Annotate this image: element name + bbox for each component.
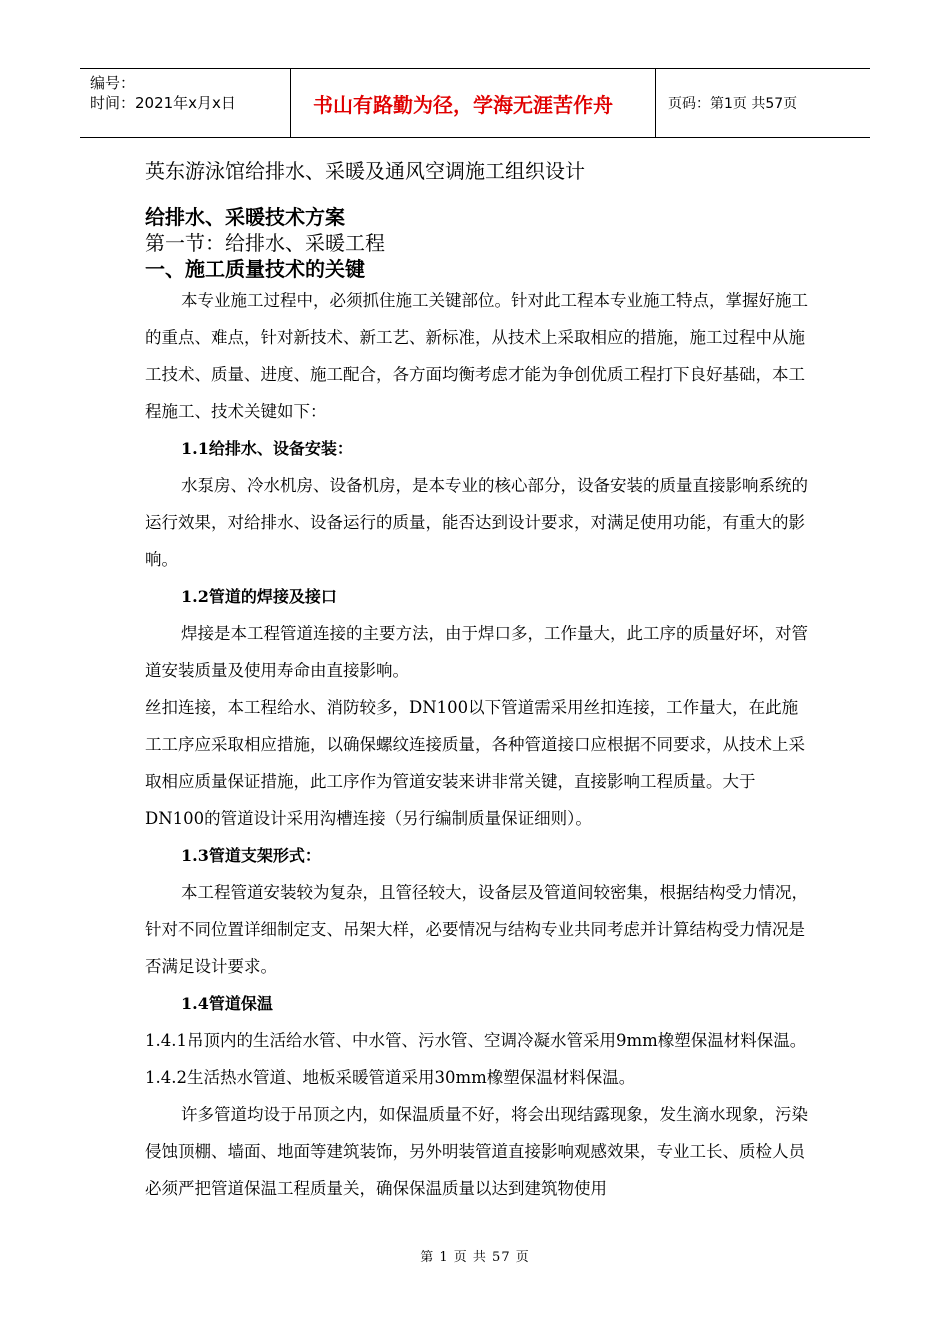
subsection-1-2-title: 1.2管道的焊接及接口 <box>181 587 337 606</box>
subsection-1-3-text: 本工程管道安装较为复杂，且管径较大，设备层及管道间较密集，根据结构受力情况，针对不同位置详细制定支、吊架大样，必要情况与结构专业共同考虑并计算结构受力情况是否满足设计要求。 <box>145 883 808 976</box>
subsection-1-3-title: 1.3管道支架形式： <box>181 846 321 865</box>
subsection-1-2-text-2: 丝扣连接，本工程给水、消防较多，DN100以下管道需采用丝扣连接，工作量大，在此施工工序应采取相应措施，以确保螺纹连接质量，各种管道接口应根据不同要求，从技术上采取相应质量保证措施，此工序作为管道安装来讲非常关键，直接影响工程质量。大于DN100的管道设计采用沟槽连接（另行编制质量保证细则）。 <box>145 698 805 828</box>
section-title: 给排水、采暖技术方案 <box>145 205 345 229</box>
header-motto: 书山有路勤为径，学海无涯苦作舟 <box>291 69 656 137</box>
subsection-1-1-title: 1.1给排水、设备安装： <box>181 439 353 458</box>
page-footer: 第 1 页 共 57 页 <box>420 1250 530 1265</box>
subsection-1-1-text: 水泵房、冷水机房、设备机房，是本专业的核心部分，设备安装的质量直接影响系统的运行效果，对给排水、设备运行的质量，能否达到设计要求，对满足使用功能，有重大的影响。 <box>145 476 808 569</box>
subsection-1-4-text: 许多管道均设于吊顶之内，如保温质量不好，将会出现结露现象，发生滴水现象，污染侵蚀顶棚、墙面、地面等建筑装饰，另外明装管道直接影响观感效果，专业工长、质检人员必须严把管道保温工程质量关，确保保温质量以达到建筑物使用 <box>145 1105 808 1198</box>
document-date: 时间：2021年x月x日 <box>90 94 236 112</box>
header-page-info: 页码：第1页 共57页 <box>668 96 798 112</box>
document-body <box>145 152 810 1207</box>
subsection-1-4-1-text: 1.4.1吊顶内的生活给水管、中水管、污水管、空调冷凝水管采用9mm橡塑保温材料保温。 <box>145 1031 807 1050</box>
header-meta <box>80 69 291 137</box>
intro-paragraph: 本专业施工过程中，必须抓住施工关键部位。针对此工程本专业施工特点，掌握好施工的重点、难点，针对新技术、新工艺、新标准，从技术上采取相应的措施，施工过程中从施工技术、质量、进度、施工配合，各方面均衡考虑才能为争创优质工程打下良好基础，本工程施工、技术关键如下： <box>145 291 808 421</box>
part-title: 一、施工质量技术的关键 <box>145 257 365 281</box>
subsection-1-2-text-1: 焊接是本工程管道连接的主要方法，由于焊口多，工作量大，此工序的质量好坏，对管道安装质量及使用寿命由直接影响。 <box>145 624 808 680</box>
document-title: 英东游泳馆给排水、采暖及通风空调施工组织设计 <box>145 159 585 183</box>
subsection-1-4-2-text: 1.4.2生活热水管道、地板采暖管道采用30mm橡塑保温材料保温。 <box>145 1068 636 1087</box>
document-number: 编号： <box>90 74 136 92</box>
subsection-1-4-title: 1.4管道保温 <box>181 994 273 1013</box>
page-header <box>80 68 870 138</box>
chapter-title: 第一节：给排水、采暖工程 <box>145 231 385 255</box>
